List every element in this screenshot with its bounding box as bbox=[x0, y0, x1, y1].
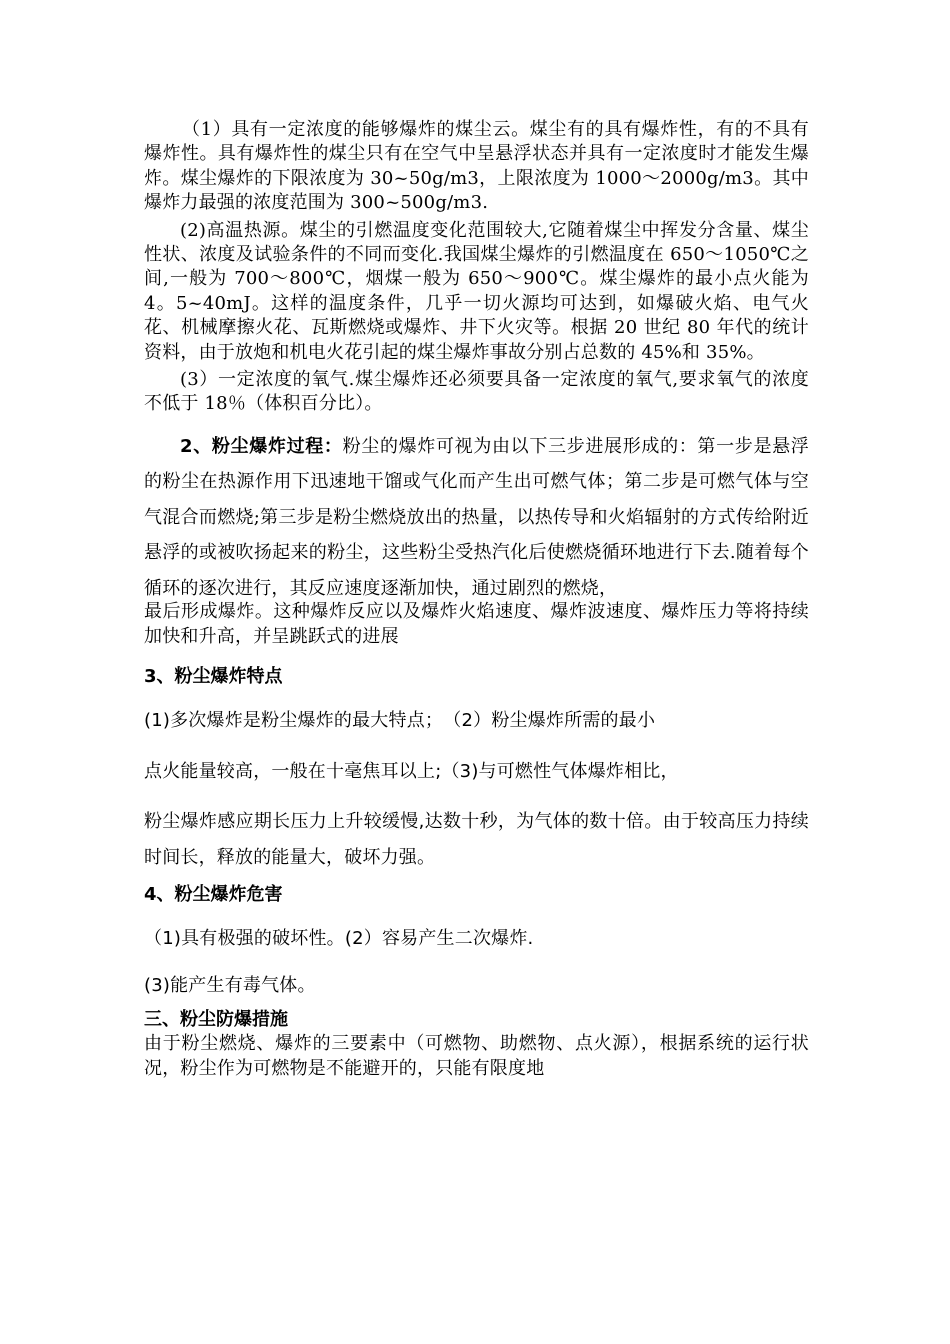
characteristics-line-2: 点火能量较高，一般在十毫焦耳以上;（3)与可燃性气体爆炸相比， bbox=[144, 761, 679, 783]
section-heading-explosion-hazards: 4、粉尘爆炸危害 bbox=[144, 884, 283, 906]
section-heading-explosion-process: 2、粉尘爆炸过程： bbox=[180, 435, 343, 457]
paragraph-high-temperature-source: (2)高温热源。煤尘的引燃温度变化范围较大,它随着煤尘中挥发分含量、煤尘性状、浓度及试验条件的不同而变化.我国煤尘爆炸的引燃温度在 650～1050℃之间,一般为 700～800℃，烟煤一般为 650～900℃。煤尘爆炸的最小点火能为 4。5~40mJ。这样的温度条件，几乎一切火源均可达到，如爆破火焰、电气火花、机械摩擦火花、瓦斯燃烧或爆炸、井下火灾等。根据 20 世纪 80 年代的统计资料，由于放炮和机电火花引起的煤尘爆炸事故分别占总数的 45%和 35%。 bbox=[144, 219, 809, 363]
section-heading-explosion-prevention: 三、粉尘防爆措施 bbox=[144, 1009, 288, 1031]
hazards-line-2: (3)能产生有毒气体。 bbox=[144, 975, 316, 997]
characteristics-line-3: 粉尘爆炸感应期长压力上升较缓慢,达数十秒，为气体的数十倍。由于较高压力持续时间长，释放的能量大，破坏力强。 bbox=[144, 811, 809, 868]
section-explosion-process bbox=[144, 429, 809, 649]
paragraph-explosion-prevention: 由于粉尘燃烧、爆炸的三要素中（可燃物、助燃物、点火源），根据系统的运行状况，粉尘作为可燃物是不能避开的，只能有限度地 bbox=[144, 1033, 809, 1079]
paragraph-explosion-process bbox=[144, 429, 809, 607]
hazards-line-1: （1)具有极强的破坏性。(2）容易产生二次爆炸. bbox=[144, 928, 534, 950]
paragraph-coal-dust-cloud: （1）具有一定浓度的能够爆炸的煤尘云。煤尘有的具有爆炸性，有的不具有爆炸性。具有爆炸性的煤尘只有在空气中呈悬浮状态并具有一定浓度时才能发生爆炸。煤尘爆炸的下限浓度为 30~50g/m3，上限浓度为 1000～2000g/m3。其中爆炸力最强的浓度范围为 300~500g/m3. bbox=[144, 119, 809, 214]
explosion-process-text: 粉尘的爆炸可视为由以下三步进展形成的：第一步是悬浮的粉尘在热源作用下迅速地干馏或气化而产生出可燃气体；第二步是可燃气体与空气混合而燃烧;第三步是粉尘燃烧放出的热量，以热传导和火焰辐射的方式传给附近悬浮的或被吹扬起来的粉尘，这些粉尘受热汽化后使燃烧循环地进行下去.随着每个循环的逐次进行，其反应速度逐渐加快，通过剧烈的燃烧， bbox=[144, 435, 810, 599]
document-page bbox=[144, 118, 809, 1081]
section-heading-explosion-characteristics: 3、粉尘爆炸特点 bbox=[144, 666, 283, 688]
characteristics-line-1: (1)多次爆炸是粉尘爆炸的最大特点； （2）粉尘爆炸所需的最小 bbox=[144, 710, 656, 732]
paragraph-explosion-process-continued: 最后形成爆炸。这种爆炸反应以及爆炸火焰速度、爆炸波速度、爆炸压力等将持续加快和升高，并呈跳跃式的进展 bbox=[144, 601, 809, 647]
paragraph-oxygen-concentration: (3）一定浓度的氧气.煤尘爆炸还必须要具备一定浓度的氧气,要求氧气的浓度不低于 18％（体积百分比）。 bbox=[144, 369, 809, 415]
